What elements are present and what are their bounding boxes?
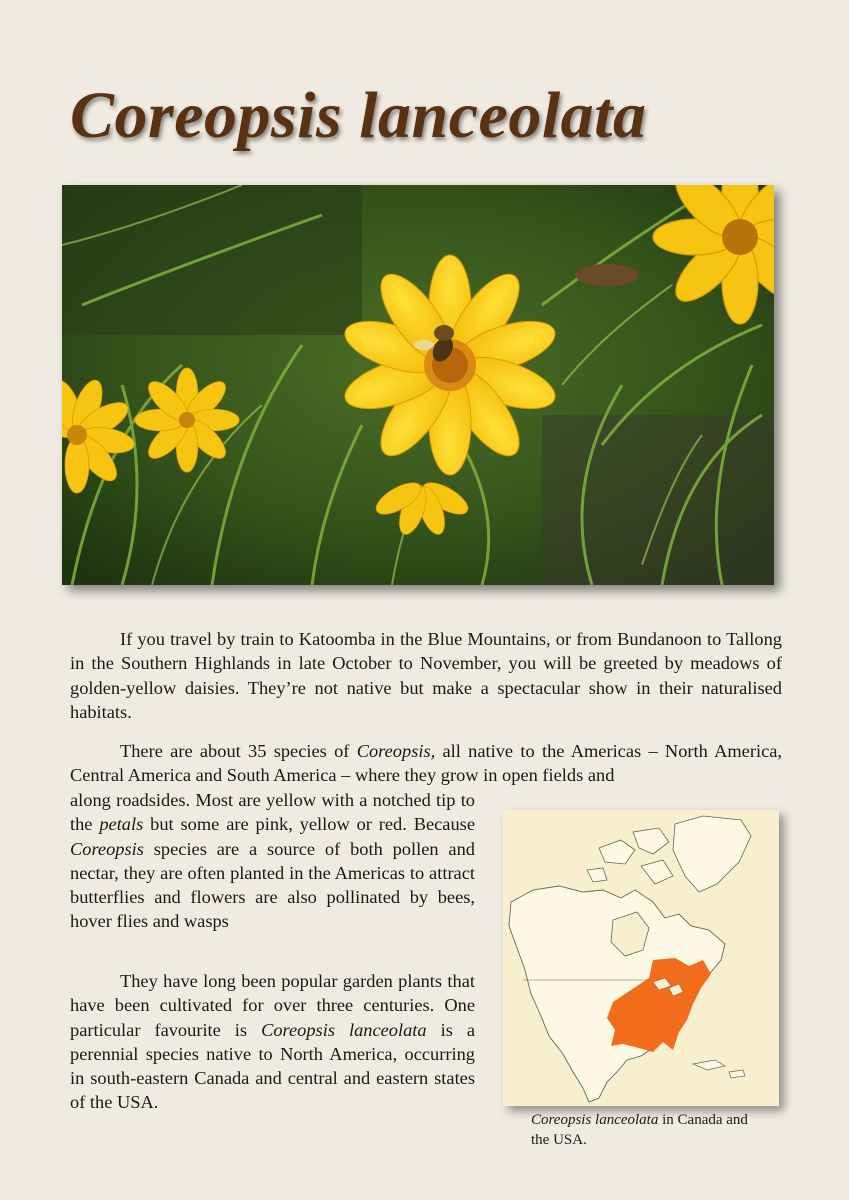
distribution-map [503, 810, 779, 1106]
paragraph-intro: If you travel by train to Katoomba in the Blue Mountains, or from Bundanoon to Tallong in the Southern Highlands in late October to November, you will be greeted by meadows of golden-yellow daisies. They’re not native but make a spectacular show in their naturalised habitats. [70, 629, 782, 722]
paragraph-cultivation: They have long been popular garden plants that have been cultivated for over three centuries. One particular favourite is Coreopsis lanceolata is a perennial species native to North America, occurring in south-eastern Canada and central and eastern states of the USA. [70, 971, 475, 1113]
paragraph-pollinators: along roadsides. Most are yellow with a notched tip to the petals but some are pink, yellow or red. Because Coreopsis species are a source of both pollen and nectar, they are often planted in the Americas to attract butterflies and flowers are also pollinated by bees, hover flies and wasps [70, 790, 475, 932]
flower-photo [62, 185, 774, 585]
paragraph-species: There are about 35 species of Coreopsis, all native to the Americas – North America, Central America and South America – where they grow in open fields and [70, 741, 783, 786]
page-title: Coreopsis lanceolata [70, 79, 647, 152]
coreopsis-flower-image [62, 185, 774, 585]
north-america-map [503, 810, 779, 1106]
map-caption: Coreopsis lanceolata in Canada and the USA. [531, 1112, 748, 1148]
